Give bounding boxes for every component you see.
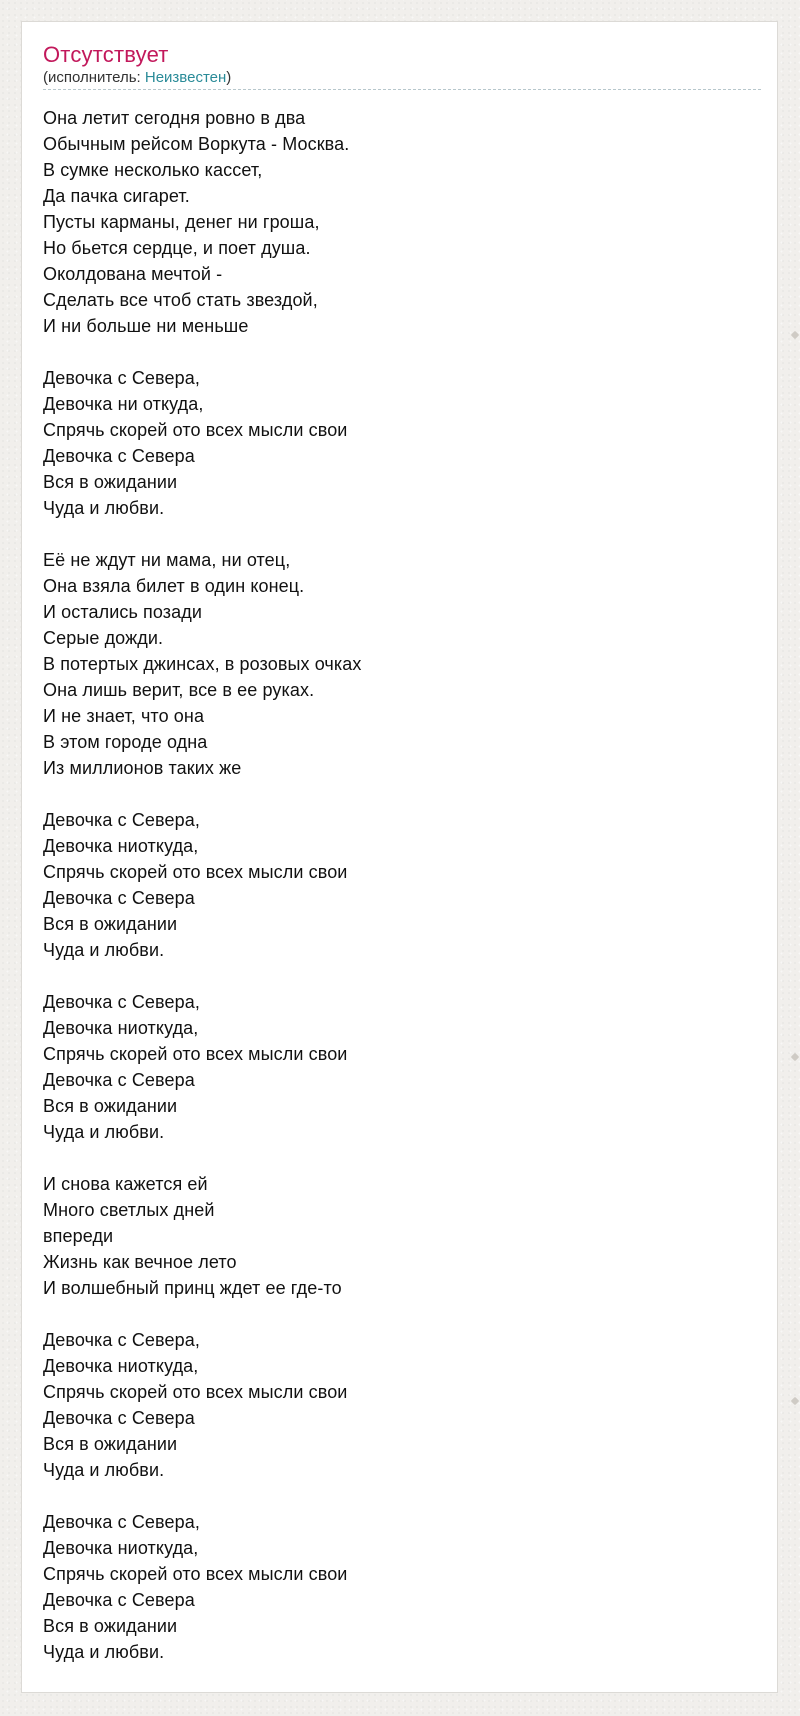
lyrics-body: [43, 105, 743, 1665]
lyric-line: Девочка ниоткуда,: [43, 1356, 199, 1376]
lyric-line: Да пачка сигарет.: [43, 186, 190, 206]
artist-prefix: (исполнитель:: [43, 69, 145, 86]
lyric-line: Жизнь как вечное лето: [43, 1252, 237, 1272]
stanza-gap: [43, 1483, 743, 1509]
lyrics-card: [21, 21, 778, 1693]
lyric-line: Девочка с Севера,: [43, 1512, 200, 1532]
lyric-line: Она летит сегодня ровно в два: [43, 108, 306, 128]
lyric-line: Она взяла билет в один конец.: [43, 576, 305, 596]
stanza-gap: [43, 1145, 743, 1171]
artist-suffix: ): [226, 69, 232, 86]
stanza-gap: [43, 781, 743, 807]
lyric-line: И ни больше ни меньше: [43, 316, 249, 336]
lyric-line: Вся в ожидании: [43, 1434, 178, 1454]
lyric-line: Спрячь скорей ото всех мысли свои: [43, 1564, 348, 1584]
lyric-line: Чуда и любви.: [43, 940, 165, 960]
lyric-line: Девочка с Севера,: [43, 992, 200, 1012]
lyric-line: Серые дожди.: [43, 628, 164, 648]
lyric-line: Чуда и любви.: [43, 1122, 165, 1142]
lyric-line: Девочка с Севера: [43, 1070, 195, 1090]
lyric-line: Чуда и любви.: [43, 1460, 165, 1480]
lyric-line: Чуда и любви.: [43, 498, 165, 518]
lyric-line: Сделать все чтоб стать звездой,: [43, 290, 318, 310]
lyric-line: Вся в ожидании: [43, 472, 178, 492]
lyric-line: Вся в ожидании: [43, 1096, 178, 1116]
lyric-line: И не знает, что она: [43, 706, 205, 726]
stanza-gap: [43, 963, 743, 989]
lyric-line: Много светлых дней: [43, 1200, 215, 1220]
artist-link[interactable]: Неизвестен: [144, 69, 227, 86]
lyric-line: впереди: [43, 1226, 114, 1246]
lyric-line: В сумке несколько кассет,: [43, 160, 263, 180]
lyric-line: Спрячь скорей ото всех мысли свои: [43, 1044, 348, 1064]
lyric-line: Вся в ожидании: [43, 914, 178, 934]
lyric-line: Девочка с Севера: [43, 1590, 195, 1610]
background-ornament: [791, 331, 799, 339]
lyric-line: И снова кажется ей: [43, 1174, 208, 1194]
lyric-line: Девочка с Севера,: [43, 810, 200, 830]
artist-line: [43, 69, 761, 90]
lyric-line: Девочка с Севера: [43, 446, 195, 466]
lyric-line: И остались позади: [43, 602, 203, 622]
lyric-line: Девочка с Севера,: [43, 1330, 200, 1350]
lyric-line: И волшебный принц ждет ее где-то: [43, 1278, 342, 1298]
lyric-line: Обычным рейсом Воркута - Москва.: [43, 134, 350, 154]
lyric-line: Она лишь верит, все в ее руках.: [43, 680, 315, 700]
lyric-line: Околдована мечтой -: [43, 264, 223, 284]
lyric-line: Девочка ни откуда,: [43, 394, 204, 414]
stanza-gap: [43, 339, 743, 365]
lyric-line: Спрячь скорей ото всех мысли свои: [43, 420, 348, 440]
stanza-gap: [43, 1301, 743, 1327]
lyric-line: Девочка ниоткуда,: [43, 836, 199, 856]
song-header: [43, 42, 761, 90]
lyric-line: Из миллионов таких же: [43, 758, 242, 778]
lyric-line: Но бьется сердце, и поет душа.: [43, 238, 311, 258]
stanza-gap: [43, 521, 743, 547]
lyric-line: Спрячь скорей ото всех мысли свои: [43, 862, 348, 882]
lyric-line: Её не ждут ни мама, ни отец,: [43, 550, 291, 570]
lyric-line: Девочка ниоткуда,: [43, 1538, 199, 1558]
lyric-line: Вся в ожидании: [43, 1616, 178, 1636]
lyric-line: Девочка с Севера: [43, 888, 195, 908]
lyric-line: Девочка ниоткуда,: [43, 1018, 199, 1038]
background-ornament: [791, 1397, 799, 1405]
lyric-line: Девочка с Севера: [43, 1408, 195, 1428]
lyric-line: Девочка с Севера,: [43, 368, 200, 388]
lyric-line: В этом городе одна: [43, 732, 208, 752]
background-ornament: [791, 1053, 799, 1061]
lyric-line: Спрячь скорей ото всех мысли свои: [43, 1382, 348, 1402]
lyric-line: Пусты карманы, денег ни гроша,: [43, 212, 320, 232]
lyric-line: В потертых джинсах, в розовых очках: [43, 654, 362, 674]
song-title: Отсутствует: [43, 42, 169, 67]
lyric-line: Чуда и любви.: [43, 1642, 165, 1662]
